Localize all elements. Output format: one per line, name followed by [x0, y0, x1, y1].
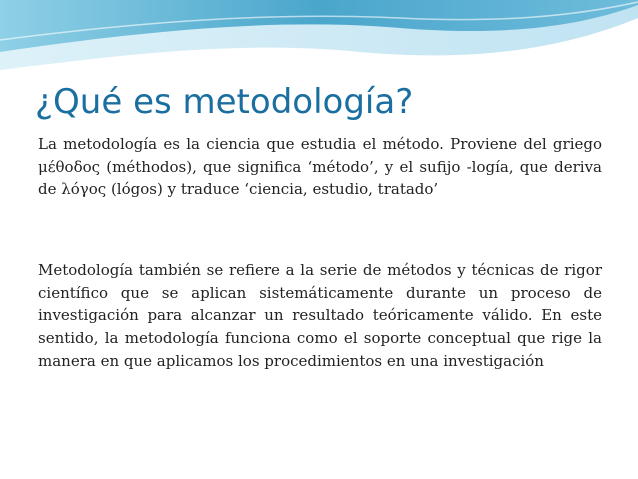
header-wave-decoration	[0, 0, 638, 80]
slide-title: ¿Qué es metodología?	[35, 82, 414, 122]
paragraph-explanation: Metodología también se refiere a la serie de métodos y técnicas de rigor científico que se aplican sistemáticamente durante un proceso de investigación para alcanzar un resultado teóricamente válido. En este sentido, la metodología funciona como el soporte conceptual que rige la manera en que aplicamos los procedimientos en una investigación	[38, 261, 602, 370]
paragraph-definition: La metodología es la ciencia que estudia el método. Proviene del griego μέθοδος (méthodos), que significa ‘método’, y el sufijo -logía, que deriva de λόγος (lógos) y traduce ‘ciencia, estudio, tratado’	[38, 135, 602, 199]
